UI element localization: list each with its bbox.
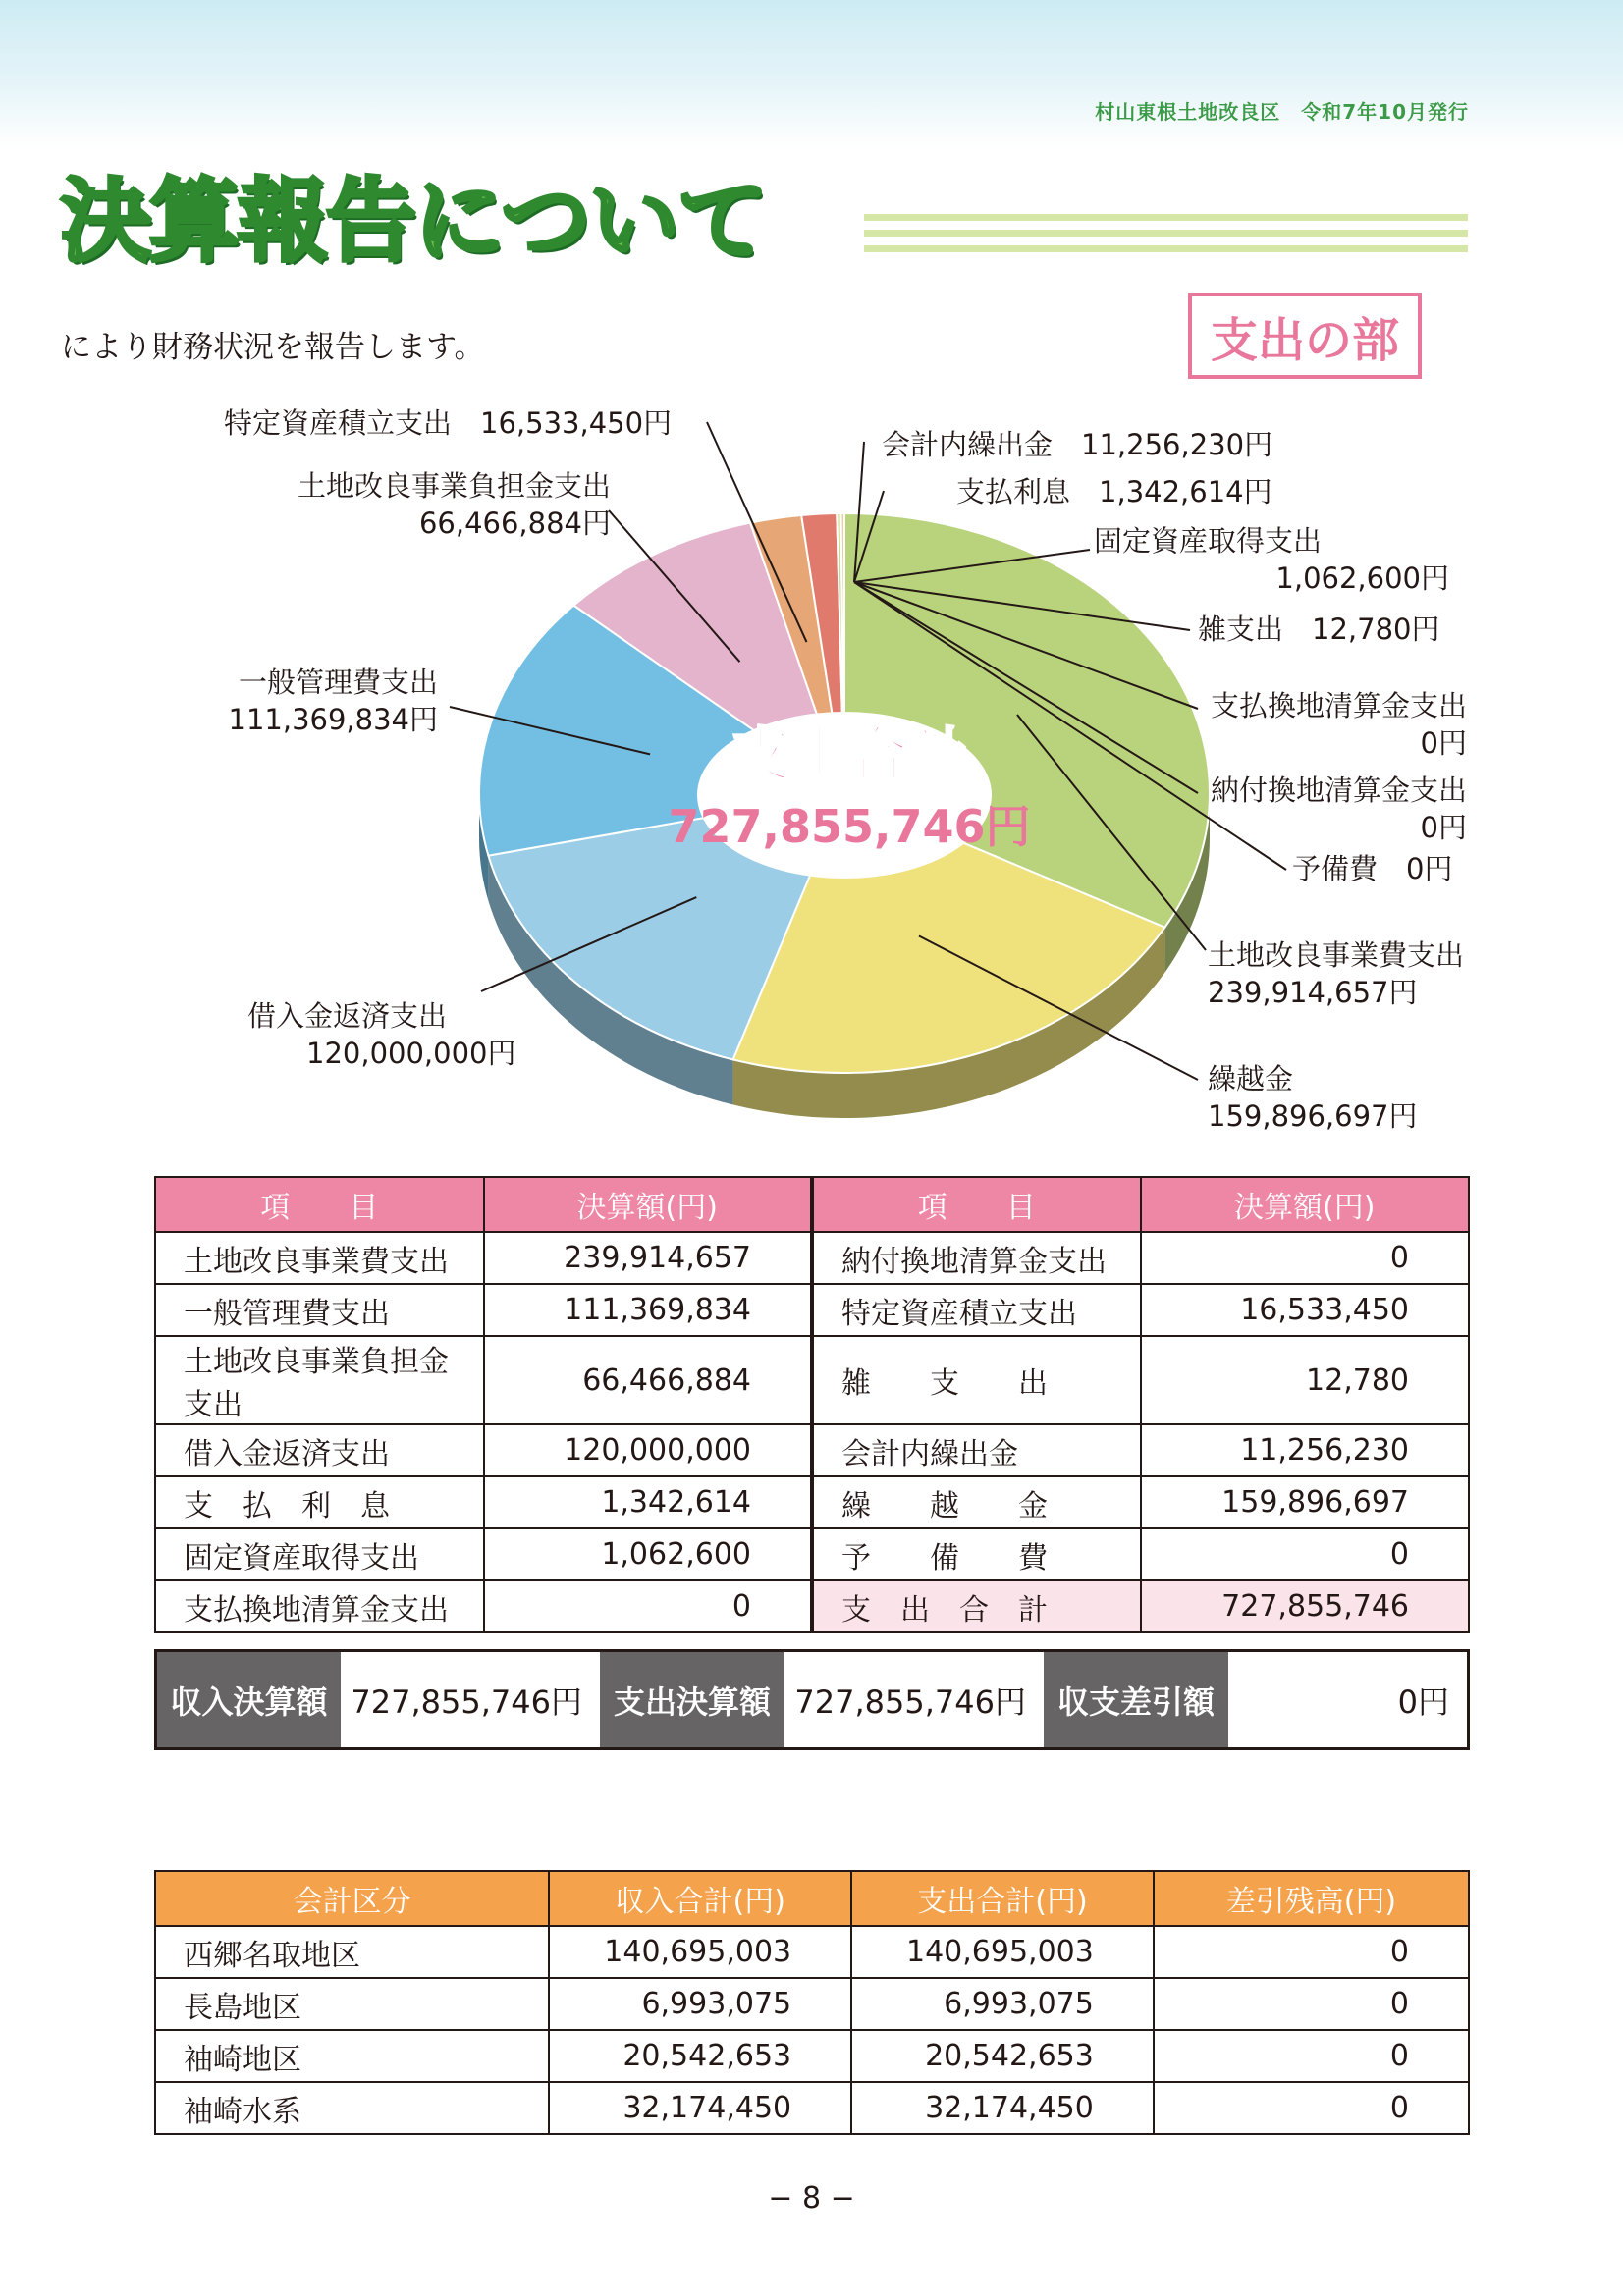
cell: 1,062,600 [484,1528,813,1580]
label-kurikoshi: 繰越金 159,896,697円 [1208,1062,1418,1133]
table-row [155,1926,1469,1978]
cell: 繰 越 金 [812,1476,1141,1528]
table-header-row [155,1177,1469,1232]
col-header: 項 目 [155,1177,484,1232]
label-yobi: 予備費 0円 [1292,852,1453,885]
col-header: 会計区分 [155,1871,549,1926]
cell: 11,256,230 [1141,1424,1470,1476]
page-number: − 8 − [768,2181,855,2216]
label-ippan: 一般管理費支出 111,369,834円 [228,666,438,736]
cell: 予 備 費 [812,1528,1141,1580]
total-value-cell: 727,855,746 [1141,1580,1470,1632]
cell: 6,993,075 [549,1978,851,2030]
cell: 16,533,450 [1141,1284,1470,1336]
account-table [154,1870,1470,2135]
expense-value: 727,855,746円 [784,1652,1044,1747]
cell: 一般管理費支出 [155,1284,484,1336]
cell: 140,695,003 [549,1926,851,1978]
cell: 66,466,884 [484,1336,813,1424]
cell: 特定資産積立支出 [812,1284,1141,1336]
table-row [155,1476,1469,1528]
cell: 固定資産取得支出 [155,1528,484,1580]
diff-value: 0円 [1228,1652,1467,1747]
cell: 1,342,614 [484,1476,813,1528]
cell: 140,695,003 [851,1926,1154,1978]
table-row [155,1232,1469,1284]
table-row [155,2030,1469,2082]
expense-label: 支出決算額 [600,1652,784,1747]
cell: 120,000,000 [484,1424,813,1476]
cell: 借入金返済支出 [155,1424,484,1476]
table-row [155,1424,1469,1476]
col-header: 項 目 [812,1177,1141,1232]
income-value: 727,855,746円 [341,1652,600,1747]
page-title: 決算報告について [61,169,767,274]
cell: 袖崎地区 [155,2030,549,2082]
table-row [155,2082,1469,2134]
table-row [155,1336,1469,1424]
label-zatsu: 雑支出 12,780円 [1198,613,1440,646]
cell: 土地改良事業費支出 [155,1232,484,1284]
cell: 20,542,653 [851,2030,1154,2082]
label-kotei: 固定資産取得支出 1,062,600円 [1093,524,1449,595]
cell: 239,914,657 [484,1232,813,1284]
table-row [155,1580,1469,1632]
cell: 袖崎水系 [155,2082,549,2134]
col-header: 決算額(円) [484,1177,813,1232]
cell: 支払換地清算金支出 [155,1580,484,1632]
pie-center-total: 727,855,746円 [668,800,1031,853]
col-header: 決算額(円) [1141,1177,1470,1232]
cell: 長島地区 [155,1978,549,2030]
col-header: 収入合計(円) [549,1871,851,1926]
label-shiharai-kanchi: 支払換地清算金支出 0円 [1210,689,1467,760]
table-row [155,1978,1469,2030]
label-tokutei: 特定資産積立支出 16,533,450円 [224,406,673,440]
expense-table [154,1176,1470,1633]
cell: 32,174,450 [549,2082,851,2134]
table-row [155,1528,1469,1580]
cell: 32,174,450 [851,2082,1154,2134]
table-row [155,1284,1469,1336]
cell: 西郷名取地区 [155,1926,549,1978]
cell: 6,993,075 [851,1978,1154,2030]
diff-label: 収支差引額 [1044,1652,1228,1747]
cell: 0 [1141,1232,1470,1284]
label-nofu-kanchi: 納付換地清算金支出 0円 [1210,774,1467,844]
income-label: 収入決算額 [157,1652,341,1747]
label-jigyohi: 土地改良事業費支出 239,914,657円 [1208,938,1465,1009]
cell: 0 [1154,1926,1469,1978]
total-label-cell: 支 出 合 計 [812,1580,1141,1632]
settlement-summary [154,1649,1470,1750]
cell: 雑 支 出 [812,1336,1141,1424]
header-band [0,0,1623,147]
table-header-row [155,1871,1469,1926]
cell: 0 [1141,1528,1470,1580]
title-stripes [864,214,1468,261]
cell: 0 [1154,2082,1469,2134]
cell: 土地改良事業負担金支出 [155,1336,484,1424]
cell: 159,896,697 [1141,1476,1470,1528]
cell: 111,369,834 [484,1284,813,1336]
cell: 0 [1154,2030,1469,2082]
col-header: 差引残高(円) [1154,1871,1469,1926]
label-shakunyu: 借入金返済支出 120,000,000円 [247,999,516,1070]
pie-center-title: 支出合計 [731,721,967,790]
label-rishi: 支払利息 1,342,614円 [956,475,1272,508]
intro-text: により財務状況を報告します。 [61,330,485,365]
cell: 支 払 利 息 [155,1476,484,1528]
publisher-line: 村山東根土地改良区 令和7年10月発行 [1095,100,1469,124]
cell: 会計内繰出金 [812,1424,1141,1476]
cell: 0 [484,1580,813,1632]
cell: 0 [1154,1978,1469,2030]
cell: 12,780 [1141,1336,1470,1424]
cell: 納付換地清算金支出 [812,1232,1141,1284]
cell: 20,542,653 [549,2030,851,2082]
label-futankin: 土地改良事業負担金支出 66,466,884円 [297,469,611,540]
col-header: 支出合計(円) [851,1871,1154,1926]
section-label: 支出の部 [1188,293,1422,379]
label-kurdashi: 会計内繰出金 11,256,230円 [882,428,1273,461]
